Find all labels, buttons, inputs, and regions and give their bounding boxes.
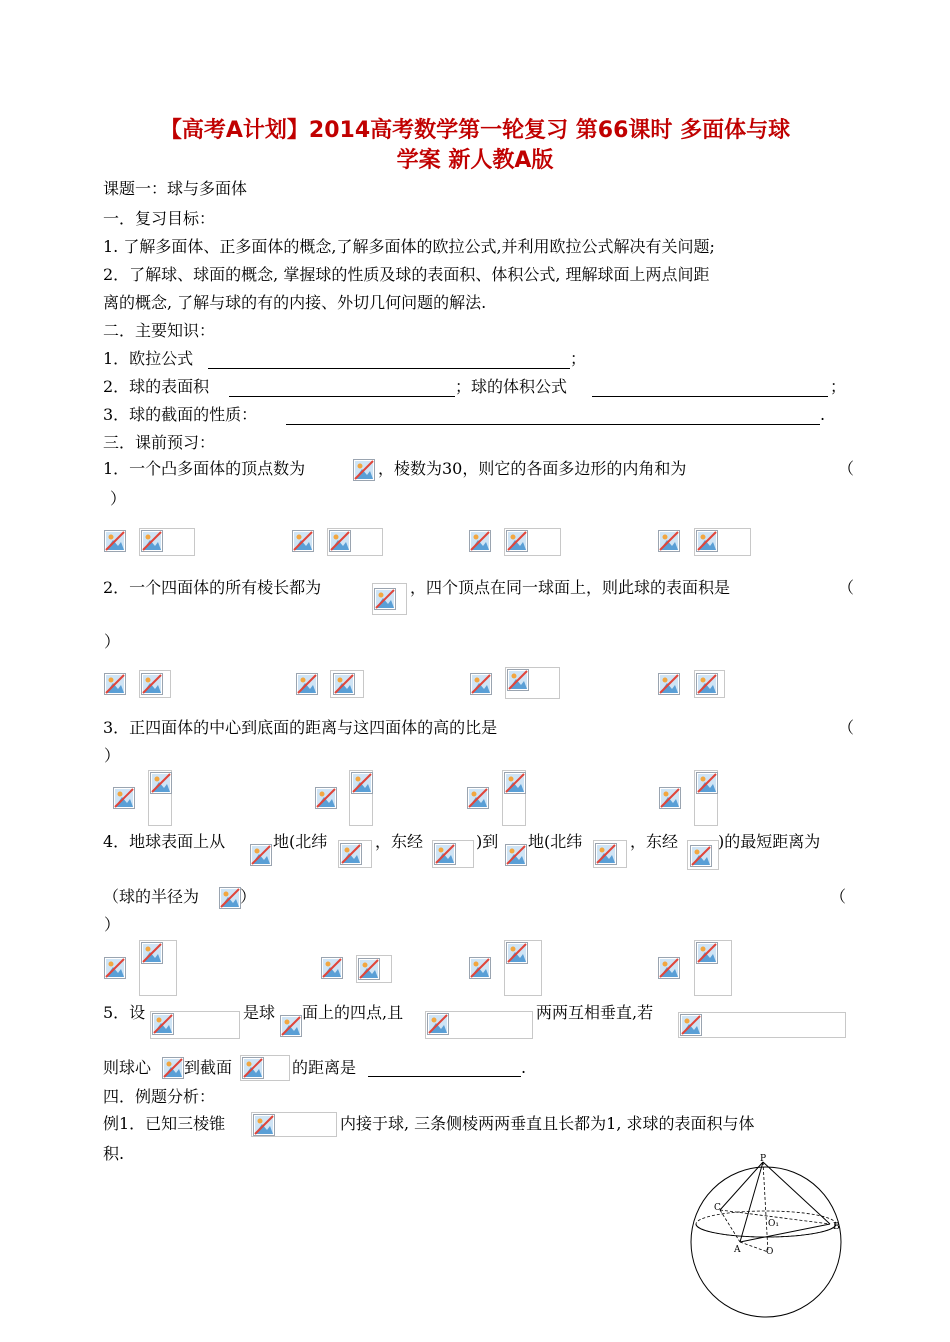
knowledge-1-label: 1．欧拉公式 bbox=[103, 349, 194, 368]
choice-b-value-image-icon bbox=[351, 772, 373, 794]
section-heading-knowledge: 二．主要知识： bbox=[103, 321, 216, 340]
question-5-text-d: 两两互相垂直,若 bbox=[536, 1003, 654, 1022]
point-label-b: B bbox=[833, 1222, 840, 1232]
question-4-text-d: )到 bbox=[476, 832, 499, 851]
question-4-text-a: 4．地球表面上从 bbox=[103, 832, 226, 851]
example-1-text-a: 例1．已知三棱锥 bbox=[103, 1114, 226, 1133]
example-1-text-c: 积. bbox=[103, 1144, 125, 1163]
question-5-text-b: 是球 bbox=[243, 1003, 276, 1022]
knowledge-2-label: 2．球的表面积 bbox=[103, 377, 210, 396]
section-heading-preview: 三．课前预习： bbox=[103, 433, 216, 452]
question-4-paren-close: ） bbox=[104, 915, 121, 934]
formula-image-icon bbox=[280, 1015, 302, 1037]
section-heading-goals: 一．复习目标： bbox=[103, 209, 216, 228]
point-label-p: P bbox=[760, 1154, 767, 1164]
question-4-paren-open: （ bbox=[830, 887, 847, 906]
choice-a-image-icon bbox=[104, 530, 126, 552]
question-5-text-e: 则球心 bbox=[103, 1058, 152, 1077]
blank-sphere-volume[interactable] bbox=[592, 396, 828, 397]
choice-c-value-image-icon bbox=[507, 669, 529, 691]
knowledge-3-label: 3．球的截面的性质： bbox=[103, 405, 258, 424]
knowledge-2-end: ； bbox=[830, 377, 847, 396]
question-4-text-f: ，东经 bbox=[630, 832, 679, 851]
formula-image-icon bbox=[434, 843, 456, 865]
question-3-text: 3．正四面体的中心到底面的距离与这四面体的高的比是 bbox=[103, 718, 498, 737]
point-label-a: A bbox=[734, 1245, 741, 1255]
formula-image-icon bbox=[250, 844, 272, 866]
question-5-text-f: 到截面 bbox=[184, 1058, 233, 1077]
formula-image-icon bbox=[152, 1013, 174, 1035]
formula-image-icon bbox=[353, 459, 375, 481]
choice-b-value-image-icon bbox=[358, 958, 380, 980]
question-4-text-h: （球的半径为 bbox=[103, 887, 200, 906]
question-4-text-b: 地(北纬 bbox=[273, 832, 328, 851]
formula-image-icon bbox=[162, 1057, 184, 1079]
formula-image-icon bbox=[427, 1013, 449, 1035]
blank-section-property[interactable] bbox=[286, 424, 820, 425]
choice-a-value-image-icon bbox=[141, 530, 163, 552]
goal-item-2: 2．了解球、球面的概念, 掌握球的性质及球的表面积、体积公式, 理解球面上两点间距 bbox=[103, 265, 710, 284]
question-2-paren-close: ） bbox=[104, 632, 121, 651]
choice-a-value-image-icon bbox=[150, 772, 172, 794]
choice-a-image-icon bbox=[113, 787, 135, 809]
question-1-text-b: ，棱数为30，则它的各面多边形的内角和为 bbox=[378, 459, 687, 478]
formula-image-icon bbox=[219, 887, 241, 909]
question-5-text-a: 5．设 bbox=[103, 1003, 146, 1022]
choice-b-image-icon bbox=[292, 530, 314, 552]
choice-d-value-image-icon bbox=[696, 673, 718, 695]
choice-a-image-icon bbox=[104, 957, 126, 979]
choice-c-image-icon bbox=[469, 530, 491, 552]
blank-sphere-area[interactable] bbox=[229, 396, 455, 397]
choice-c-value-image-icon bbox=[506, 942, 528, 964]
formula-image-icon bbox=[253, 1114, 275, 1136]
choice-d-image-icon bbox=[658, 673, 680, 695]
formula-image-icon bbox=[374, 588, 396, 610]
choice-b-value-image-icon bbox=[333, 673, 355, 695]
question-1-text-a: 1．一个凸多面体的顶点数为 bbox=[103, 459, 306, 478]
choice-c-image-icon bbox=[467, 787, 489, 809]
formula-image-icon bbox=[242, 1057, 264, 1079]
page-title-line2: 学案 新人教A版 bbox=[396, 148, 554, 173]
point-label-o1: O₁ bbox=[768, 1219, 779, 1229]
point-label-c: C bbox=[714, 1203, 721, 1213]
sphere-pyramid-figure bbox=[688, 1152, 848, 1322]
choice-b-image-icon bbox=[296, 673, 318, 695]
topic-heading: 课题一：球与多面体 bbox=[103, 179, 248, 198]
point-label-o: O bbox=[766, 1247, 774, 1257]
knowledge-3-end: . bbox=[820, 405, 826, 424]
question-2-paren-open: （ bbox=[838, 578, 855, 597]
formula-image-icon bbox=[680, 1014, 702, 1036]
choice-d-value-image-icon bbox=[696, 772, 718, 794]
formula-image-icon bbox=[340, 843, 362, 865]
question-4-text-i: ） bbox=[240, 887, 257, 906]
question-4-text-c: ，东经 bbox=[375, 832, 424, 851]
choice-c-image-icon bbox=[469, 957, 491, 979]
question-2-text-b: ，四个顶点在同一球面上，则此球的表面积是 bbox=[410, 578, 731, 597]
choice-d-value-image-icon bbox=[696, 942, 718, 964]
question-1-paren-open: （ bbox=[838, 459, 855, 478]
knowledge-2-mid: ；球的体积公式 bbox=[455, 377, 568, 396]
choice-d-image-icon bbox=[658, 530, 680, 552]
knowledge-1-end: ； bbox=[570, 349, 587, 368]
question-3-paren-open: （ bbox=[838, 718, 855, 737]
choice-b-image-icon bbox=[315, 787, 337, 809]
question-5-text-g: 的距离是 bbox=[292, 1058, 357, 1077]
question-4-text-g: )的最短距离为 bbox=[718, 832, 821, 851]
choice-a-value-image-icon bbox=[141, 942, 163, 964]
choice-a-value-image-icon bbox=[141, 673, 163, 695]
choice-c-image-icon bbox=[470, 673, 492, 695]
question-5-condition-frame bbox=[678, 1012, 846, 1038]
choice-d-value-image-icon bbox=[696, 530, 718, 552]
question-2-text-a: 2．一个四面体的所有棱长都为 bbox=[103, 578, 322, 597]
choice-d-image-icon bbox=[659, 787, 681, 809]
choice-b-image-icon bbox=[321, 957, 343, 979]
choice-b-value-image-icon bbox=[329, 530, 351, 552]
choice-a-image-icon bbox=[104, 673, 126, 695]
choice-c-value-image-icon bbox=[504, 772, 526, 794]
formula-image-icon bbox=[595, 843, 617, 865]
section-heading-examples: 四．例题分析： bbox=[103, 1087, 216, 1106]
page-title-line1: 【高考A计划】2014高考数学第一轮复习 第66课时 多面体与球 bbox=[159, 118, 791, 143]
question-3-paren-close: ） bbox=[104, 746, 121, 765]
question-4-text-e: 地(北纬 bbox=[528, 832, 583, 851]
question-1-paren-close: ） bbox=[110, 489, 127, 508]
blank-distance[interactable] bbox=[368, 1076, 521, 1077]
example-1-text-b: 内接于球, 三条侧棱两两垂直且长都为1, 求球的表面积与体 bbox=[340, 1114, 755, 1133]
question-5-text-c: 面上的四点,且 bbox=[302, 1003, 404, 1022]
choice-c-value-image-icon bbox=[506, 530, 528, 552]
formula-image-icon bbox=[505, 844, 527, 866]
formula-image-icon bbox=[690, 845, 712, 867]
goal-item-2-cont: 离的概念, 了解与球的有的内接、外切几何问题的解法. bbox=[103, 293, 487, 312]
choice-d-image-icon bbox=[658, 957, 680, 979]
blank-euler-formula[interactable] bbox=[208, 368, 570, 369]
goal-item-1: 1. 了解多面体、正多面体的概念,了解多面体的欧拉公式,并利用欧拉公式解决有关问题; bbox=[103, 237, 715, 256]
question-5-text-h: . bbox=[521, 1058, 527, 1077]
